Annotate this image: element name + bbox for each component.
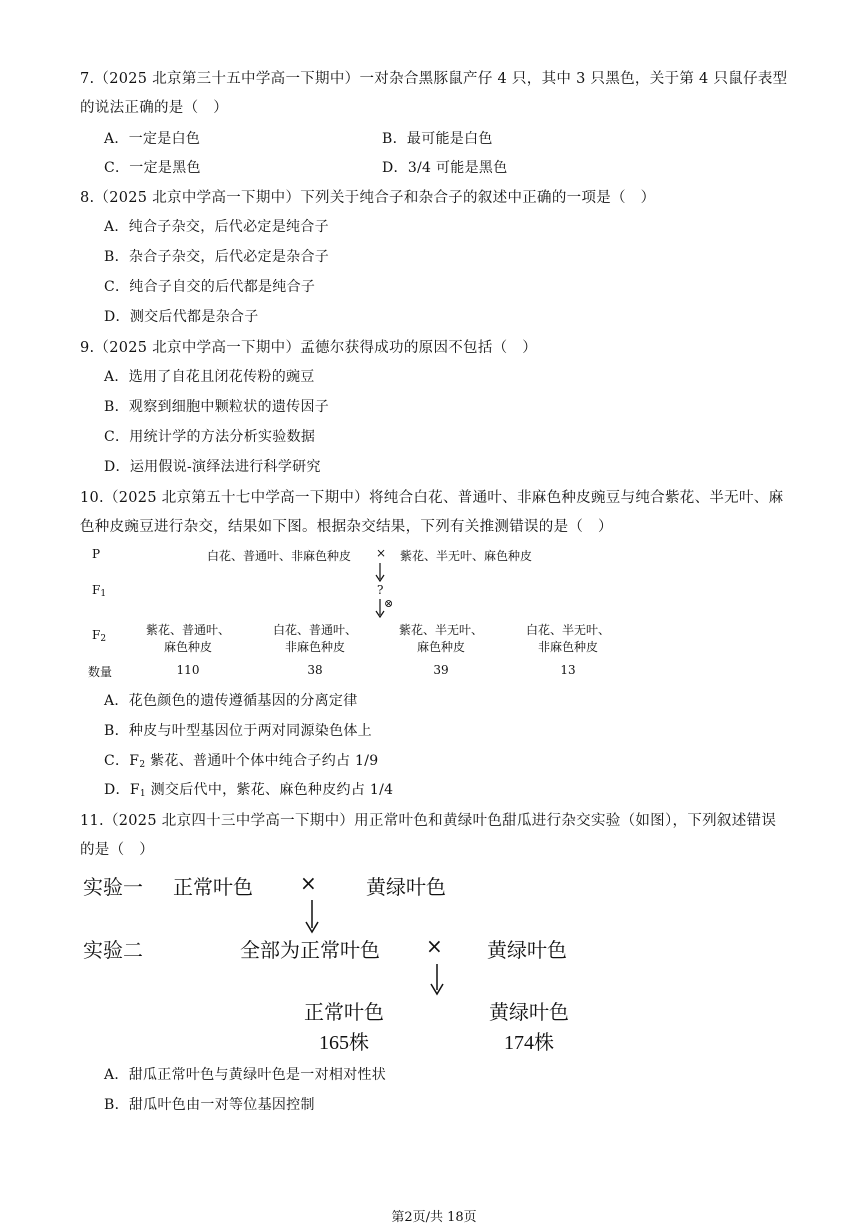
f2-count-3: 39 [433,663,449,677]
experiment-1-label: 实验一 [83,875,143,899]
q11-option-b: B．甜瓜叶色由一对等位基因控制 [104,1097,315,1113]
experiment-1-cross-symbol: × [300,871,317,895]
f2-phenotype-1: 紫花、普通叶、 麻色种皮 [145,623,230,654]
q10-stem-line2: 色种皮豌豆进行杂交，结果如下图。根据杂交结果，下列有关推测错误的是（ ） [80,519,613,535]
generation-f2-label: $F_2$ [92,628,107,644]
q9-option-d: D．运用假说-演绎法进行科学研究 [104,459,321,475]
q8-option-c: C．纯合子自交的后代都是纯合子 [104,279,316,295]
f2-count-2: 38 [307,663,323,677]
q10-option-c: C．$F_2$ 紫花、普通叶个体中纯合子约占 1/9 [104,753,379,770]
experiment-2-parent-1: 全部为正常叶色 [240,938,380,962]
q8-option-a: A．纯合子杂交，后代必定是纯合子 [104,219,329,235]
parent-2-phenotype: 紫花、半无叶、麻色种皮 [400,549,533,563]
q7-option-d: D．3/4 可能是黑色 [382,160,508,176]
q9-option-c: C．用统计学的方法分析实验数据 [104,429,316,445]
q11-stem-line1: 11.（2025 北京四十三中学高一下期中）用正常叶色和黄绿叶色甜瓜进行杂交实验（如图），下列叙述错误 [80,813,777,829]
f2-phenotype-2: 白花、普通叶、 非麻色种皮 [272,623,357,654]
experiment-2-parent-2: 黄绿叶色 [487,938,567,962]
cross-symbol: × [376,546,387,560]
q7-stem-line2: 的说法正确的是（ ） [80,100,228,116]
q7-option-b: B．最可能是白色 [382,131,493,147]
f2-phenotype-4: 白花、半无叶、 非麻色种皮 [525,623,610,654]
f2-count-4: 13 [560,663,576,677]
q9-option-a: A．选用了自花且闭花传粉的豌豆 [104,369,315,385]
q7-option-a: A．一定是白色 [104,131,201,147]
q10-option-a: A．花色颜色的遗传遵循基因的分离定律 [104,693,358,709]
experiment-1-arrow [302,900,322,936]
generation-f1-label: $F_1$ [92,583,107,599]
q8-option-b: B．杂合子杂交，后代必定是杂合子 [104,249,330,265]
q7-option-c: C．一定是黑色 [104,160,201,176]
q9-stem: 9.（2025 北京中学高一下期中）孟德尔获得成功的原因不包括（ ） [80,340,538,356]
offspring-2-count: 174株 [504,1032,554,1054]
generation-p-label: P [92,547,101,561]
q7-stem-line1: 7.（2025 北京第三十五中学高一下期中）一对杂合黑豚鼠产仔 4 只，其中 3 只黑色，关于第 4 只鼠仔表型 [80,71,788,87]
offspring-1-count: 165株 [319,1032,369,1054]
count-row-label: 数量 [88,665,113,679]
offspring-2-phenotype: 黄绿叶色 [489,1000,569,1024]
parent-1-phenotype: 白花、普通叶、非麻色种皮 [207,549,352,563]
f2-phenotype-3: 紫花、半无叶、 麻色种皮 [398,623,483,654]
q11-option-a: A．甜瓜正常叶色与黄绿叶色是一对相对性状 [104,1067,387,1083]
q10-option-b: B．种皮与叶型基因位于两对同源染色体上 [104,723,372,739]
q8-stem: 8.（2025 北京中学高一下期中）下列关于纯合子和杂合子的叙述中正确的一项是（ ） [80,190,656,206]
page-number-footer: 第2页/共 18页 [391,1210,477,1225]
experiment-2-label: 实验二 [83,938,143,962]
experiment-2-arrow [427,964,447,998]
offspring-1-phenotype: 正常叶色 [304,1000,384,1024]
q11-stem-line2: 的是（ ） [80,842,154,858]
f2-count-1: 110 [176,663,200,677]
experiment-2-cross-symbol: × [426,934,443,958]
q9-option-b: B．观察到细胞中颗粒状的遗传因子 [104,399,330,415]
selfing-symbol: ⊗ [384,597,394,610]
q10-option-d: D．$F_1$ 测交后代中，紫花、麻色种皮约占 1/4 [104,782,394,799]
q10-stem-line1: 10.（2025 北京第五十七中学高一下期中）将纯合白花、普通叶、非麻色种皮豌豆与纯合紫花、半无叶、麻 [80,490,784,506]
f1-unknown-phenotype: ? [377,583,384,597]
experiment-1-parent-2: 黄绿叶色 [366,875,446,899]
experiment-1-parent-1: 正常叶色 [173,875,253,899]
q8-option-d: D．测交后代都是杂合子 [104,309,259,325]
